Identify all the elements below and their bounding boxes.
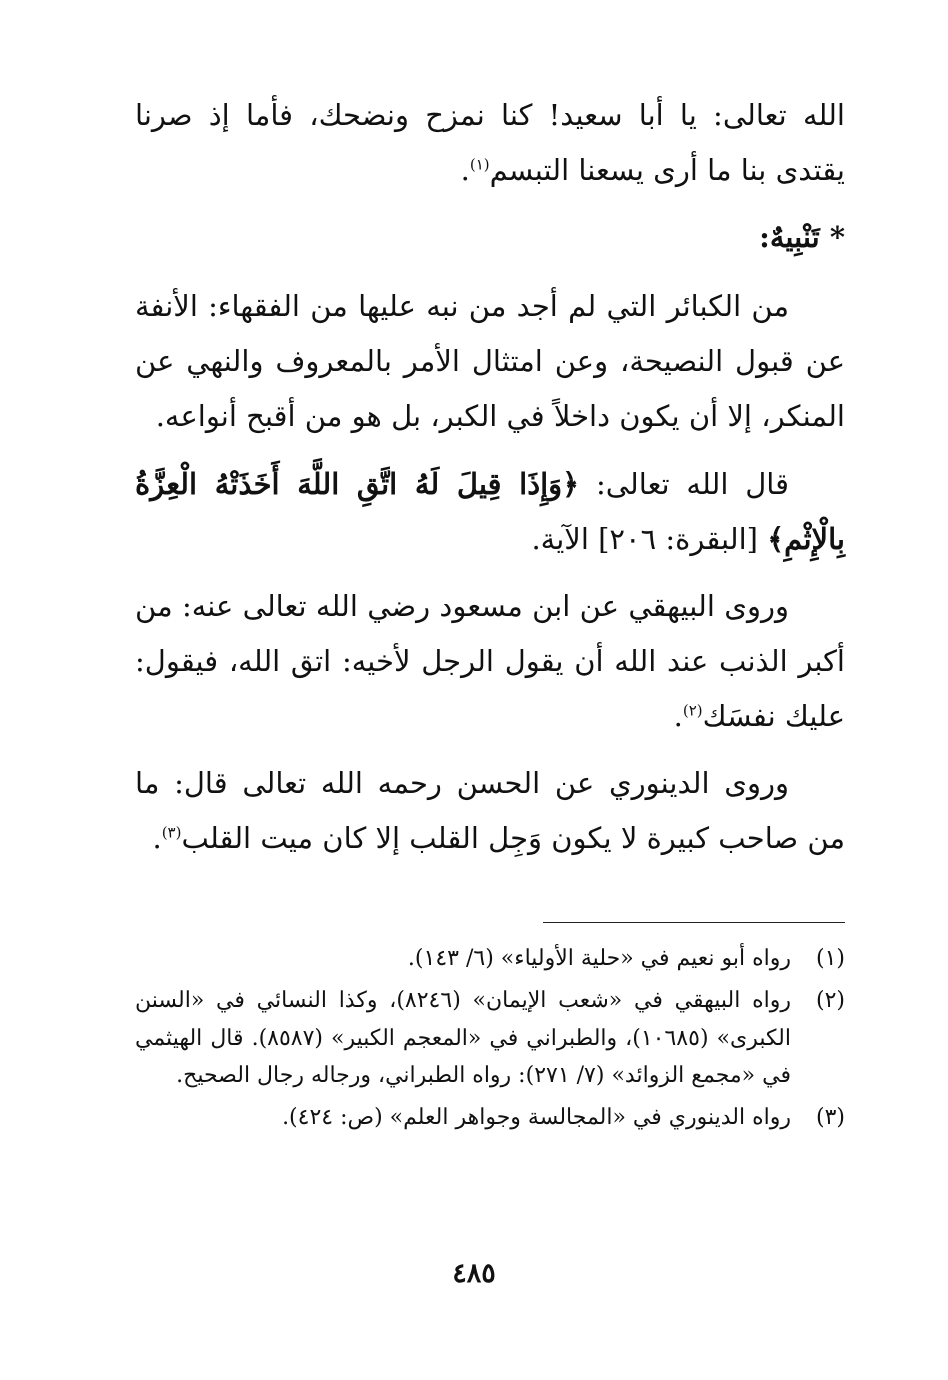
footnote-ref-2: (٢) bbox=[682, 701, 703, 720]
footnotes-section bbox=[135, 940, 845, 1141]
footnote-3-number: (٣) bbox=[815, 1105, 845, 1131]
paragraph-4-text: وروى البيهقي عن ابن مسعود رضي الله تعالى عنه: من أكبر الذنب عند الله أن يقول الرجل لأخيه: اتق الله، فيقول: عليك نفسَك bbox=[135, 588, 845, 733]
main-text-block bbox=[135, 88, 845, 878]
quran-verse: ﴿وَإِذَا قِيلَ لَهُ اتَّقِ اللَّهَ أَخَذَتْهُ الْعِزَّةُ بِالْإِثْمِ﴾ bbox=[135, 466, 845, 556]
paragraph-1 bbox=[135, 88, 845, 198]
paragraph-5-text: وروى الدينوري عن الحسن رحمه الله تعالى قال: ما من صاحب كبيرة لا يكون وَجِل القلب إلا كان ميت القلب bbox=[135, 766, 845, 856]
paragraph-5-end: . bbox=[152, 821, 162, 856]
paragraph-4 bbox=[135, 579, 845, 744]
paragraph-3 bbox=[135, 457, 845, 567]
footnote-ref-3: (٣) bbox=[161, 823, 182, 842]
verse-citation: [البقرة: ٢٠٦] الآية. bbox=[531, 521, 758, 556]
footnote-2-text: رواه البيهقي في «شعب الإيمان» (٨٢٤٦)، وكذا النسائي في «السنن الكبرى» (١٠٦٨٥)، والطبراني في «المعجم الكبير» (٨٥٨٧). قال الهيثمي في «مجمع الزوائد» (٧/ ٢٧١): رواه الطبراني، ورجاله رجال الصحيح. bbox=[135, 987, 791, 1089]
paragraph-3-intro: قال الله تعالى: bbox=[595, 466, 789, 501]
footnote-1-number: (١) bbox=[815, 946, 845, 971]
footnote-1-text: رواه أبو نعيم في «حلية الأولياء» (٦/ ١٤٣). bbox=[407, 946, 791, 971]
footnote-2 bbox=[135, 982, 845, 1095]
paragraph-1-end: . bbox=[460, 153, 470, 188]
paragraph-2: من الكبائر التي لم أجد من نبه عليها من الفقهاء: الأنفة عن قبول النصيحة، وعن امتثال الأمر بالمعروف والنهي عن المنكر، إلا أن يكون داخلاً في الكبر، بل هو من أقبح أنواعه. bbox=[135, 289, 845, 434]
section-heading: * تَنْبِيهٌ: bbox=[759, 220, 845, 255]
paragraph-4-end: . bbox=[673, 698, 683, 733]
footnote-divider bbox=[543, 922, 845, 923]
paragraph-1-text: الله تعالى: يا أبا سعيد! كنا نمزح ونضحك، فأما إذ صرنا يقتدى بنا ما أرى يسعنا التبسم bbox=[135, 98, 845, 188]
footnote-ref-1: (١) bbox=[469, 155, 490, 174]
footnote-3 bbox=[135, 1099, 845, 1137]
footnote-2-number: (٢) bbox=[815, 987, 845, 1013]
page-number: ٤٨٥ bbox=[452, 1258, 496, 1289]
footnote-1 bbox=[135, 940, 845, 978]
footnote-3-text: رواه الدينوري في «المجالسة وجواهر العلم» (ص: ٤٢٤). bbox=[282, 1105, 791, 1131]
paragraph-5 bbox=[135, 756, 845, 866]
